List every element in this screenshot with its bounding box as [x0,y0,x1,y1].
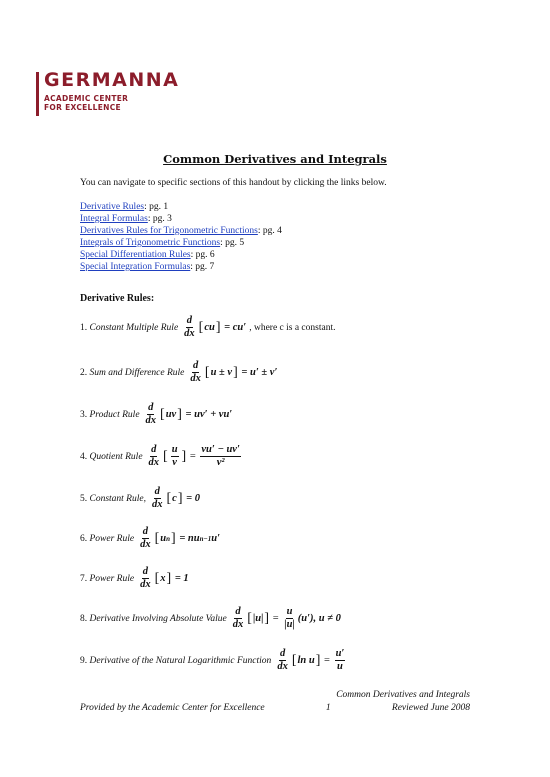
bracket-content: cu [204,322,215,333]
toc-page: : pg. 5 [220,238,245,248]
rule-formula: $\frac{d}{dx}$ [ ln u ] = $\frac{u'}{u}$ [277,648,345,672]
footer-reviewed: Reviewed June 2008 [391,703,470,713]
rule-2 [80,360,277,385]
toc-page: : pg. 7 [190,262,215,272]
rule-8 [80,606,341,631]
frac-den: dx [151,499,163,510]
toc-item [80,237,282,249]
toc-item [80,201,282,213]
footer-provider: Provided by the Academic Center for Excellence [80,703,265,713]
logo-line1: ACADEMIC CENTER [44,94,129,103]
rule-num: 9. [80,655,88,666]
rule-6 [80,526,220,551]
rule-num: 2. [80,367,88,378]
rule-num: 1. [80,322,88,333]
rule-label: Constant Rule, [89,493,146,504]
germanna-logo [36,69,180,118]
rule-3 [80,402,232,427]
formula-rhs: = 0 [186,493,200,504]
frac-den: v [172,457,177,468]
frac-num: vu′ − uv′ [201,444,240,455]
frac-den: dx [140,579,151,590]
rule-num: 5. [80,493,88,504]
rule-num: 3. [80,409,88,420]
logo-brand: GERMANNA [44,69,180,91]
rule-4 [80,444,243,469]
formula-rhs: = u′ ± v′ [241,367,278,378]
toc-link-special-integration[interactable]: Special Integration Formulas [80,262,191,272]
rule-label: Derivative Involving Absolute Value [89,613,227,624]
bracket-content: u ± v [210,367,233,378]
rule-num: 8. [80,613,88,624]
frac-den: dx [190,373,201,384]
toc-page: : pg. 1 [144,202,169,212]
frac-num: d [235,606,241,617]
formula-rhs: = 1 [174,573,189,584]
bracket-content: c [172,493,177,504]
frac-num: d [279,648,286,659]
frac-num: u [171,444,178,455]
bracket-content: x [160,573,166,584]
section-heading: Derivative Rules: [80,293,155,304]
exponent: n [166,534,171,543]
frac-num: d [142,526,148,537]
toc-page: : pg. 4 [257,226,282,236]
intro-text: You can navigate to specific sections of this handout by clicking the links below. [80,178,387,188]
bracket-content: |u| [252,613,264,624]
footer-line [80,703,470,713]
frac-den: dx [232,619,244,630]
rule-label: Derivative of the Natural Logarithmic Function [89,655,272,666]
toc-link-derivative-rules[interactable]: Derivative Rules [80,202,145,212]
toc-item [80,213,282,225]
frac-den: dx [145,415,157,426]
rule-label: Power Rule [89,573,135,584]
formula-rhs: = uv′ + vu′ [185,409,233,420]
frac-den: dx [277,661,288,672]
logo-line2: FOR EXCELLENCE [44,103,121,112]
toc-list [80,201,282,273]
frac-den: u [337,661,343,672]
frac-den: dx [148,457,160,468]
toc-page: : pg. 3 [147,214,172,224]
rule-label: Power Rule [89,533,135,544]
exponent: n−1 [199,534,212,543]
rule-note: , where c is a constant. [249,322,336,333]
frac-den: dx [140,539,151,550]
rule-9 [80,648,347,673]
footer-page-number: 1 [325,703,331,713]
toc-link-trig-derivatives[interactable]: Derivatives Rules for Trigonometric Functions [80,226,258,236]
rule-formula: $\frac{d}{dx}$ [ |u| ] = $\frac{u}{|u|}$ (u′), u ≠ 0 [232,606,341,630]
formula-rhs: = nu [179,533,200,544]
rule-formula: $\frac{d}{dx}$ [ cu ] = cu′ [184,315,247,339]
rule-num: 4. [80,451,88,462]
frac-num: u [286,606,293,617]
frac-num: d [154,486,160,497]
rule-formula: $\frac{d}{dx}$ [ u n ] = nu n−1 u′ [140,526,221,550]
rule-num: 6. [80,533,88,544]
formula-tail: u′ [211,533,221,544]
toc-item [80,249,282,261]
rule-5 [80,486,200,511]
frac-num: d [193,360,199,371]
frac-num: d [151,444,157,455]
bracket-content: uv [165,409,177,420]
toc-item [80,225,282,237]
rule-num: 7. [80,573,88,584]
toc-link-integral-formulas[interactable]: Integral Formulas [80,214,148,224]
toc-link-trig-integrals[interactable]: Integrals of Trigonometric Functions [80,238,221,248]
frac-den: v² [216,457,225,468]
bracket-content: u [160,533,167,544]
rule-7 [80,566,189,591]
toc-page: : pg. 6 [190,250,215,260]
rule-label: Quotient Rule [89,451,143,462]
rule-formula: $\frac{d}{dx}$ [ c ] = 0 [151,486,200,510]
rule-formula: $\frac{d}{dx}$ [ uv ] = uv′ + vu′ [145,402,233,426]
frac-den: dx [184,328,195,339]
bracket-content: ln u [297,655,315,666]
formula-tail: (u′), u ≠ 0 [297,613,341,624]
rule-formula: $\frac{d}{dx}$ [ $\frac{u}{v}$ ] = $\frac{vu' - uv'}{\text{v²}}$ [148,444,240,468]
rule-formula: $\frac{d}{dx}$ [ x ] = 1 [140,566,189,590]
logo-bar [36,72,39,116]
frac-den: |u| [284,619,295,630]
formula-rhs: = cu′ [224,322,247,333]
page-title: Common Derivatives and Integrals [163,152,387,166]
frac-num: d [142,566,148,577]
frac-num: u′ [335,648,345,659]
frac-num: d [148,402,154,413]
rule-label: Constant Multiple Rule [89,322,179,333]
rule-1 [80,315,335,340]
toc-item [80,261,282,273]
footer-doc-title: Common Derivatives and Integrals [336,690,470,700]
rule-label: Sum and Difference Rule [89,367,185,378]
frac-num: d [186,315,193,326]
rule-formula: $\frac{d}{dx}$ [ u ± v ] = u′ ± v′ [190,360,278,384]
toc-link-special-differentiation[interactable]: Special Differentiation Rules [80,250,191,260]
rule-label: Product Rule [89,409,140,420]
